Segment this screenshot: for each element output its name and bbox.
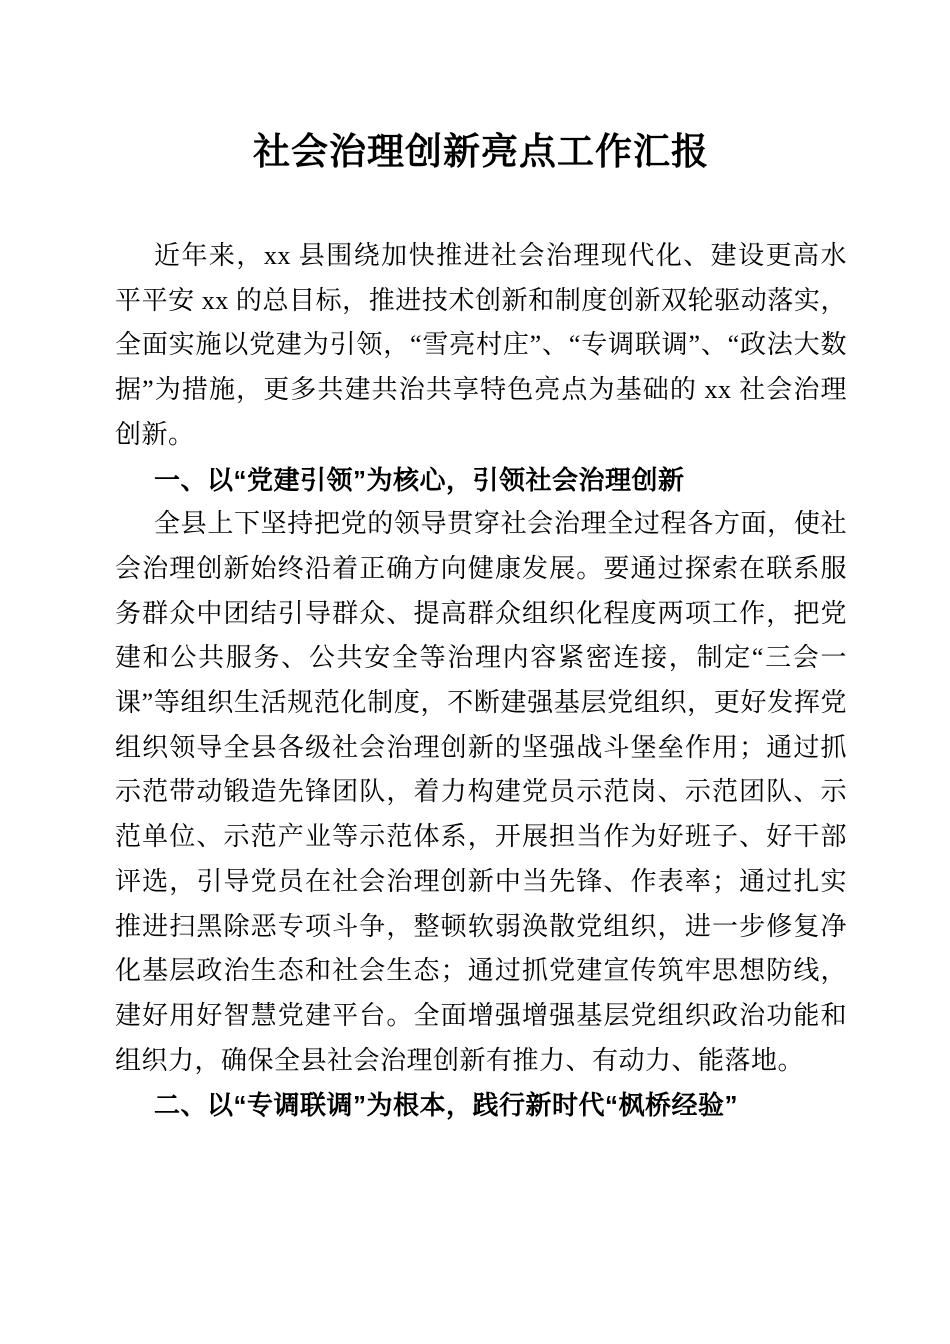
page-title: 社会治理创新亮点工作汇报	[253, 132, 709, 173]
section-2-heading: 二、以“专调联调”为根本，践行新时代“枫桥经验”	[154, 1090, 739, 1121]
section-1-paragraph: 全县上下坚持把党的领导贯穿社会治理全过程各方面，使社会治理创新始终沿着正确方向健康发展。要通过探索在联系服务群众中团结引导群众、提高群众组织化程度两项工作，把党建和公共服务、公共安全等治理内容紧密连接，制定“三会一课”等组织生活规范化制度，不断建强基层党组织，更好发挥党组织领导全县各级社会治理创新的坚强战斗堡垒作用；通过抓示范带动锻造先锋团队，着力构建党员示范岗、示范团队、示范单位、示范产业等示范体系，开展担当作为好班子、好干部评选，引导党员在社会治理创新中当先锋、作表率；通过扎实推进扫黑除恶专项斗争，整顿软弱涣散党组织，进一步修复净化基层政治生态和社会生态；通过抓党建宣传筑牢思想防线，建好用好智慧党建平台。全面增强增强基层党组织政治功能和组织力，确保全县社会治理创新有推力、有动力、能落地。	[115, 509, 847, 1075]
intro-paragraph: 近年来，xx 县围绕加快推进社会治理现代化、建设更高水平平安 xx 的总目标，推进技术创新和制度创新双轮驱动落实，全面实施以党建为引领，“雪亮村庄”、“专调联调”、“政法大数据”为措施，更多共建共治共享特色亮点为基础的 xx 社会治理创新。	[115, 241, 847, 449]
section-1-heading: 一、以“党建引领”为核心，引领社会治理创新	[154, 464, 685, 495]
